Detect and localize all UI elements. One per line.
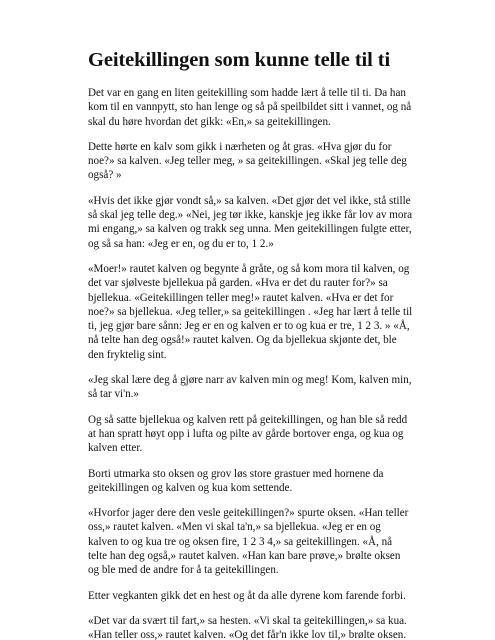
paragraph: Og så satte bjellekua og kalven rett på geitekillingen, og han ble så redd at han spratt høyt opp i lufta og pilte av gårde bortover enga, og kua og kalven etter. [88,413,408,455]
paragraph: «Det var da svært til fart,» sa hesten. «Vi skal ta geitekillingen,» sa kua. «Han teller oss,» rautet kalven. «Og det får'n ikke lov til,» brølte oksen. [88,614,407,640]
paragraph: Det var en gang en liten geitekilling som hadde lært å telle til ti. Da han kom til en vannpytt, sto han lenge og så på speilbildet sitt i vannet, og nå skal du høre hvordan det gikk: «En,» sa geitekillingen. [88,87,412,128]
paragraph: «Jeg skal lære deg å gjøre narr av kalven min og meg! Kom, kalven min, så tar vi'n.» [88,374,412,401]
paragraph: Etter vegkanten gikk det en hest og åt da alle dyrene kom farende forbi. [88,589,406,602]
document-title: Geitekillingen som kunne telle til ti [88,49,391,71]
paragraph: Dette hørte en kalv som gikk i nærheten og åt gras. «Hva gjør du for noe?» sa kalven. «Jeg teller meg, » sa geitekillingen. «Skal jeg telle deg også? » [88,140,407,182]
paragraph: «Moer!» rautet kalven og begynte å gråte, og så kom mora til kalven, og det var sjølveste bjellekua på garden. «Hva er det du rauter for?» sa bjellekua. «Geitekillingen teller meg!» rautet kalven. «Hva er det for noe?» sa bjellekua. «Jeg teller,» sa geitekillingen . «Jeg har lært å telle til ti, jeg gjør bare sånn: Jeg er en og kalven er to og kua er tre, 1 2 3. » «Å, nå telte han deg også!» rautet kalven. Og da bjellekua skjønte det, ble den fryktelig sint. [88,262,413,361]
paragraph: «Hvis det ikke gjør vondt så,» sa kalven. «Det gjør det vel ikke, stå stille så skal jeg telle deg.» «Nei, jeg tør ikke, kanskje jeg ikke får lov av mora mi engang,» sa kalven og trakk seg unna. Men geitekillingen fulgte etter, og så sa han: «Jeg er en, og du er to, 1 2.» [88,194,413,250]
paragraph: Borti utmarka sto oksen og grov løs store grastuer med hornene da geitekillingen og kalven og kua kom settende. [88,467,384,494]
paragraph: «Hvorfor jager dere den vesle geitekillingen?» spurte oksen. «Han teller oss,» rautet kalven. «Men vi skal ta'n,» sa bjellekua. «Jeg er en og kalven to og kua tre og oksen fire, 1 2 3 4,» sa geitekillingen. «Å, nå telte han deg også,» rautet kalven. «Han kan bare prøve,» brølte oksen og ble med de andre for å ta geitekillingen. [88,507,409,577]
